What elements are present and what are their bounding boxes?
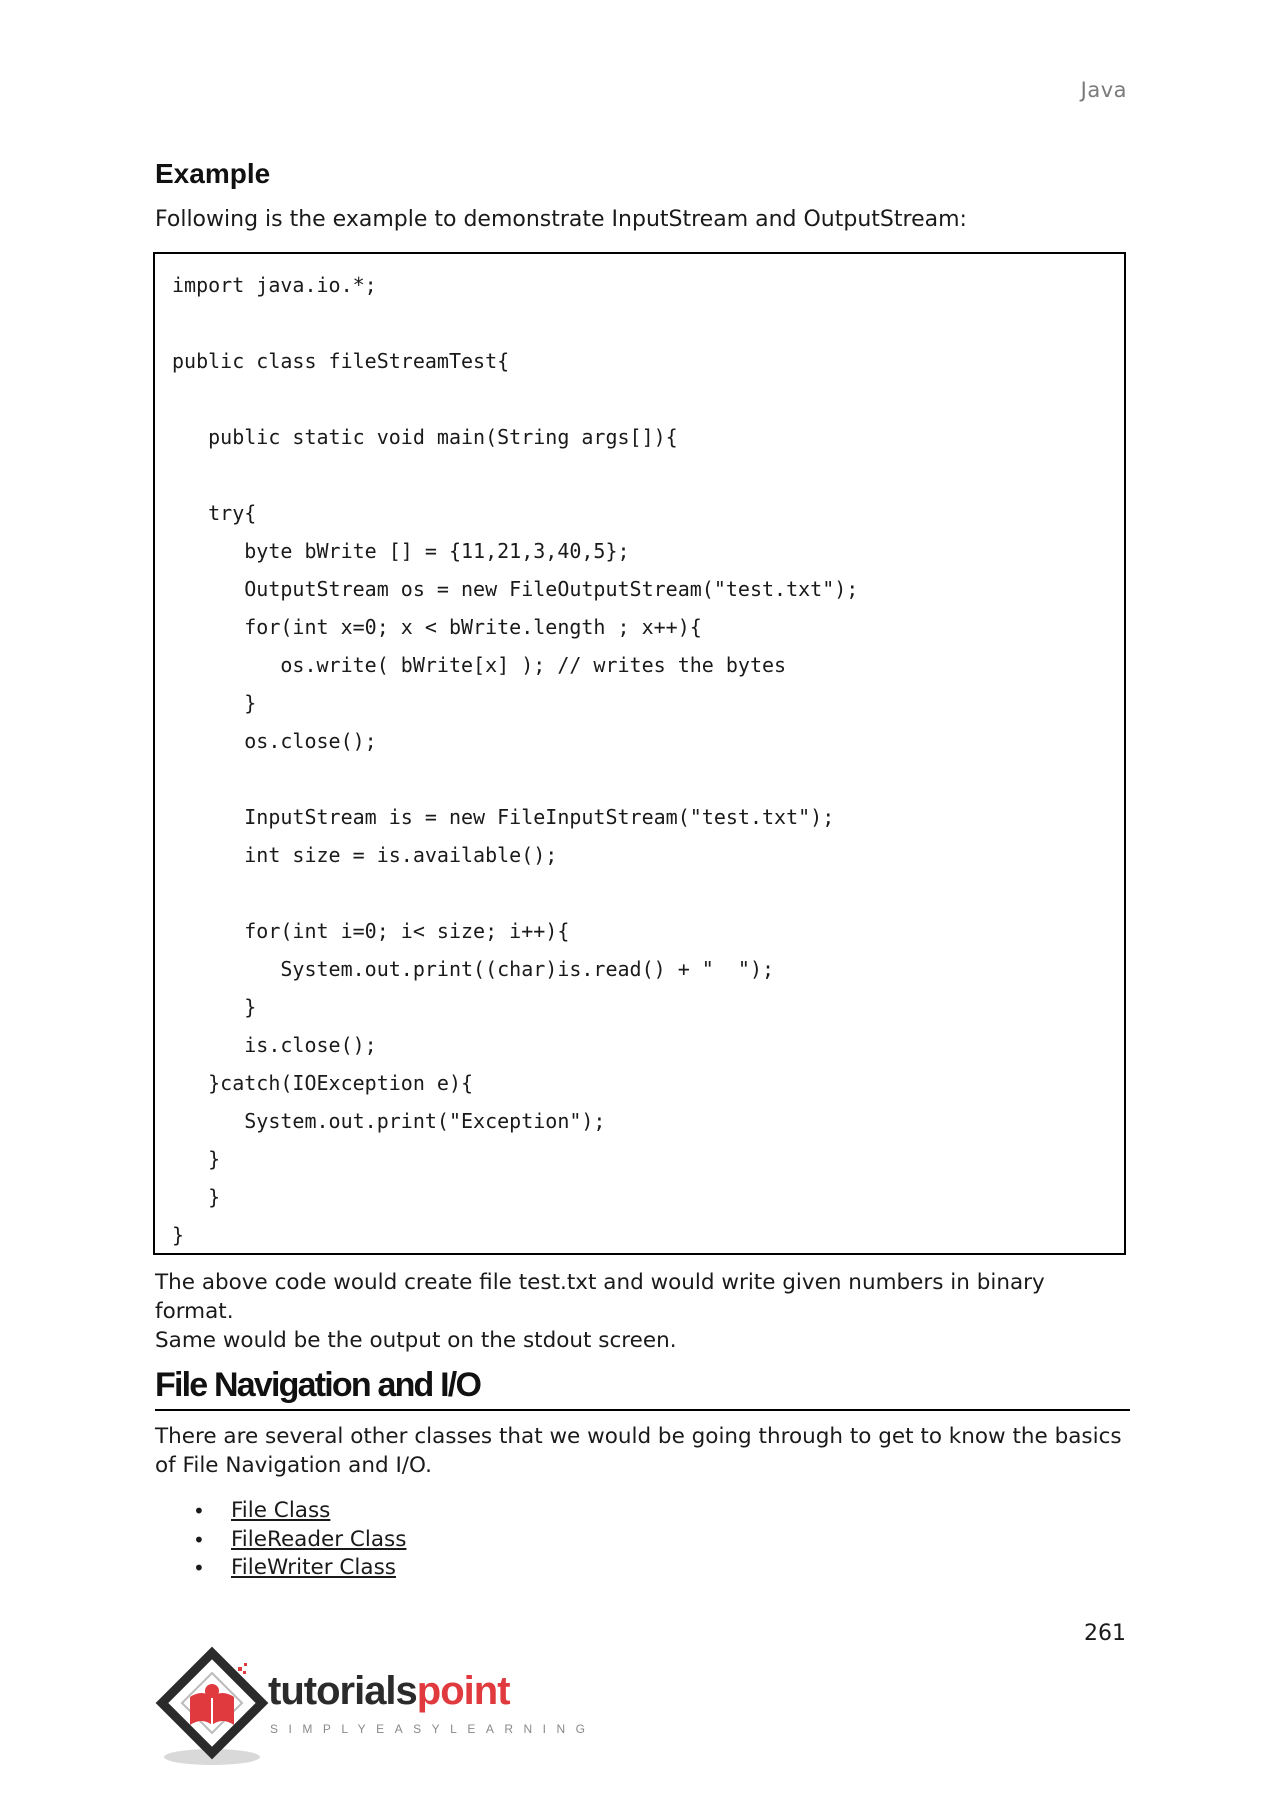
code-line: try{ [172, 501, 257, 525]
after-code-paragraph [155, 1268, 1130, 1355]
code-line [172, 380, 1124, 418]
logo-tagline: SIMPLYEASYLEARNING [270, 1722, 596, 1736]
logo-mark-icon [150, 1645, 275, 1770]
code-line: } [172, 995, 257, 1019]
bullet-icon: • [193, 1499, 205, 1523]
tutorialspoint-logo [150, 1645, 596, 1770]
after-code-line: Same would be the output on the stdout screen. [155, 1328, 677, 1353]
code-line [172, 304, 1124, 342]
section-intro [155, 1422, 1130, 1480]
code-line: }catch(IOException e){ [172, 1071, 474, 1095]
list-item [193, 1526, 406, 1555]
code-line: for(int x=0; x < bWrite.length ; x++){ [172, 615, 702, 639]
code-line: InputStream is = new FileInputStream("test.txt"); [172, 805, 835, 829]
link-list [193, 1497, 406, 1583]
after-code-line: The above code would create file test.txt and would write given numbers in binary format. [155, 1270, 1045, 1324]
section-intro-line: of File Navigation and I/O. [155, 1453, 432, 1478]
code-line: os.write( bWrite[x] ); // writes the bytes [172, 653, 787, 677]
code-line: os.close(); [172, 729, 377, 753]
bullet-icon: • [193, 1527, 205, 1552]
code-line: for(int i=0; i< size; i++){ [172, 919, 570, 943]
page-number: 261 [1084, 1621, 1126, 1646]
running-header: Java [1080, 78, 1127, 102]
code-line: OutputStream os = new FileOutputStream("test.txt"); [172, 577, 859, 601]
code-line: import java.io.*; [172, 273, 377, 297]
code-line: public static void main(String args[]){ [172, 425, 678, 449]
link-filewriter-class[interactable]: FileWriter Class [231, 1555, 396, 1580]
code-line: System.out.print("Exception"); [172, 1109, 606, 1133]
example-intro: Following is the example to demonstrate InputStream and OutputStream: [155, 207, 967, 232]
section-intro-line: There are several other classes that we would be going through to get to know the basics [155, 1424, 1122, 1449]
code-line: byte bWrite [] = {11,21,3,40,5}; [172, 539, 630, 563]
link-file-class[interactable]: File Class [231, 1498, 331, 1523]
section-heading: File Navigation and I/O [155, 1365, 1130, 1411]
code-line: } [172, 691, 257, 715]
list-item [193, 1497, 406, 1526]
code-line [172, 760, 1124, 798]
code-line: } [172, 1185, 221, 1209]
link-filereader-class[interactable]: FileReader Class [231, 1526, 407, 1552]
code-line: is.close(); [172, 1033, 377, 1057]
code-line: public class fileStreamTest{ [172, 349, 510, 373]
code-line [172, 456, 1124, 494]
code-line: int size = is.available(); [172, 843, 558, 867]
example-heading: Example [155, 158, 271, 189]
logo-wordmark: tutorialspoint [268, 1669, 510, 1713]
code-line: System.out.print((char)is.read() + " "); [172, 957, 775, 981]
code-line: } [172, 1147, 221, 1171]
list-item [193, 1554, 406, 1583]
bullet-icon: • [193, 1556, 205, 1580]
code-block [153, 252, 1126, 1255]
code-line: } [172, 1223, 185, 1247]
code-line [172, 874, 1124, 912]
